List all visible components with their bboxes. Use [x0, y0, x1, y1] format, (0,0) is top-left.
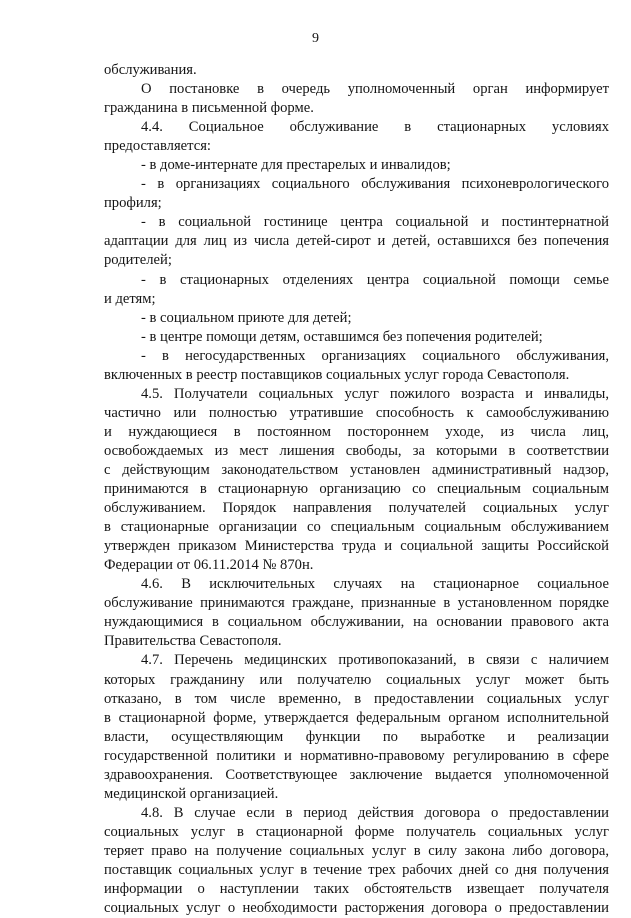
text-line: частично или полностью утратившие способность к самообслуживанию: [104, 404, 609, 421]
text-line: гражданина в письменной форме.: [104, 100, 314, 117]
text-line: - в центре помощи детям, оставшимся без попечения родителей;: [141, 328, 543, 345]
text-line: - в стационарных отделениях центра социальной помощи семье: [141, 271, 609, 288]
text-line: 4.5. Получатели социальных услуг пожилого возраста и инвалиды,: [141, 385, 609, 402]
text-line: - в доме-интернате для престарелых и инвалидов;: [141, 157, 451, 174]
text-line: О постановке в очередь уполномоченный орган информирует: [141, 81, 609, 98]
text-line: - в социальном приюте для детей;: [141, 309, 352, 326]
text-line: информации о наступлении таких обстоятельств извещает получателя: [104, 881, 609, 898]
text-line: социальных услуг о необходимости расторжения договора о предоставлении: [104, 900, 609, 917]
text-line: включенных в реестр поставщиков социальных услуг города Севастополя.: [104, 366, 570, 383]
text-line: обслуживанием. Порядок направления получателей социальных услуг: [104, 500, 609, 517]
text-line: утвержден приказом Министерства труда и социальной защиты Российской: [104, 538, 609, 555]
text-line: предоставляется:: [104, 138, 211, 155]
text-line: власти, осуществляющим функции по выработке и реализации: [104, 728, 609, 745]
text-line: - в организациях социального обслуживания психоневрологического: [141, 176, 609, 193]
text-line: социальных услуг в стационарной форме получатель социальных услуг: [104, 823, 609, 840]
text-line: обслуживания.: [104, 62, 197, 78]
text-line: обслуживание принимаются граждане, признанные в установленном порядке: [104, 595, 609, 612]
text-line: 4.6. В исключительных случаях на стационарное социальное: [141, 576, 609, 593]
text-line: государственной политики и нормативно-правовому регулированию в сфере: [104, 747, 609, 764]
text-line: освобождаемых из мест лишения свободы, за которыми в соответствии: [104, 442, 609, 459]
text-line: 4.7. Перечень медицинских противопоказаний, в связи с наличием: [141, 652, 609, 669]
document-body: [104, 61, 609, 918]
text-line: Федерации от 06.11.2014 № 870н.: [104, 557, 314, 574]
text-line: адаптации для лиц из числа детей-сирот и детей, оставшихся без попечения: [104, 233, 609, 250]
text-line: - в социальной гостинице центра социальной и постинтернатной: [141, 214, 609, 231]
text-line: и детям;: [104, 290, 156, 307]
text-line: поставщик социальных услуг в течение трех рабочих дней со дня получения: [104, 861, 609, 878]
text-line: теряет право на получение социальных услуг в силу закона либо договора,: [104, 842, 609, 859]
page-number: 9: [312, 31, 319, 46]
text-line: здравоохранения. Соответствующее заключение выдается уполномоченной: [104, 766, 609, 783]
text-line: которых гражданину или получателю социальных услуг может быть: [104, 671, 609, 688]
text-line: профиля;: [104, 195, 162, 212]
text-line: 4.4. Социальное обслуживание в стационарных условиях: [141, 119, 609, 136]
text-line: - в негосударственных организациях социального обслуживания,: [141, 347, 609, 364]
text-line: отказано, в том числе временно, в предоставлении социальных услуг: [104, 690, 609, 707]
text-line: принимаются в стационарную организацию со специальным социальным: [104, 481, 609, 498]
text-line: в стационарной форме, утверждается федеральным органом исполнительной: [104, 709, 609, 726]
text-line: с действующим законодательством установлен административный надзор,: [104, 461, 609, 478]
text-line: 4.8. В случае если в период действия договора о предоставлении: [141, 804, 609, 821]
text-line: в стационарные организации со специальным социальным обслуживанием: [104, 519, 609, 536]
text-line: медицинской организацией.: [104, 785, 279, 802]
text-line: Правительства Севастополя.: [104, 633, 282, 650]
text-line: родителей;: [104, 252, 172, 269]
text-line: и нуждающиеся в постоянном постороннем уходе, из числа лиц,: [104, 423, 609, 440]
text-line: нуждающимися в социальном обслуживании, на основании правового акта: [104, 614, 609, 631]
